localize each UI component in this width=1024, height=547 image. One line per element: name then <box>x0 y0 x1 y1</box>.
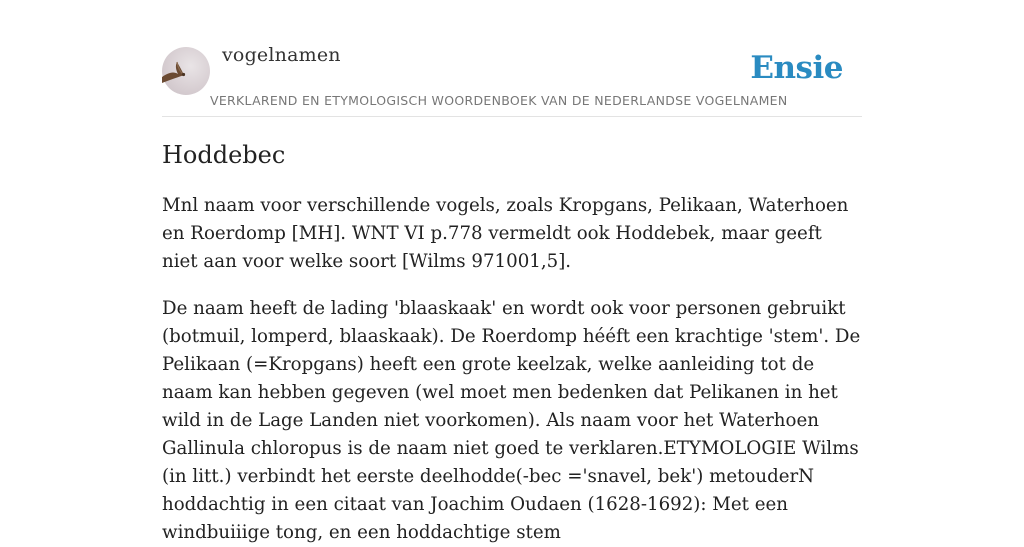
ensie-logo-link[interactable]: Ensie <box>750 50 843 86</box>
entry-content <box>162 139 862 547</box>
site-name-link[interactable]: vogelnamen <box>222 44 341 66</box>
site-subtitle: VERKLAREND EN ETYMOLOGISCH WOORDENBOEK VAN DE NEDERLANDSE VOGELNAMEN <box>210 93 788 108</box>
entry-paragraph: Mnl naam voor verschillende vogels, zoals Kropgans, Pelikaan, Waterhoen en Roerdomp [MH]. WNT VI p.778 vermeldt ook Hoddebek, maar geeft niet aan voor welke soort [Wilms 971001,5]. <box>162 195 849 272</box>
bird-in-flight-icon <box>162 47 210 95</box>
site-header <box>162 0 862 117</box>
entry-paragraph: De naam heeft de lading 'blaaskaak' en wordt ook voor personen gebruikt (botmuil, lomperd, blaaskaak). De Roerdomp hééft een krachtige 'stem'. De Pelikaan (=Kropgans) heeft een grote keelzak, welke aanleiding tot de naam kan hebben gegeven (wel moet men bedenken dat Pelikanen in het wild in de Lage Landen niet voorkomen). Als naam voor het Waterhoen Gallinula chloropus is de naam niet goed te verklaren.ETYMOLOGIE Wilms (in litt.) verbindt het eerste deelhodde(-bec ='snavel, bek') metouderN hoddachtig in een citaat van Joachim Oudaen (1628-1692): Met een windbuiiige tong, en een hoddachtige stem <box>162 298 861 543</box>
avatar[interactable] <box>162 47 210 95</box>
entry-title: Hoddebec <box>162 141 286 169</box>
